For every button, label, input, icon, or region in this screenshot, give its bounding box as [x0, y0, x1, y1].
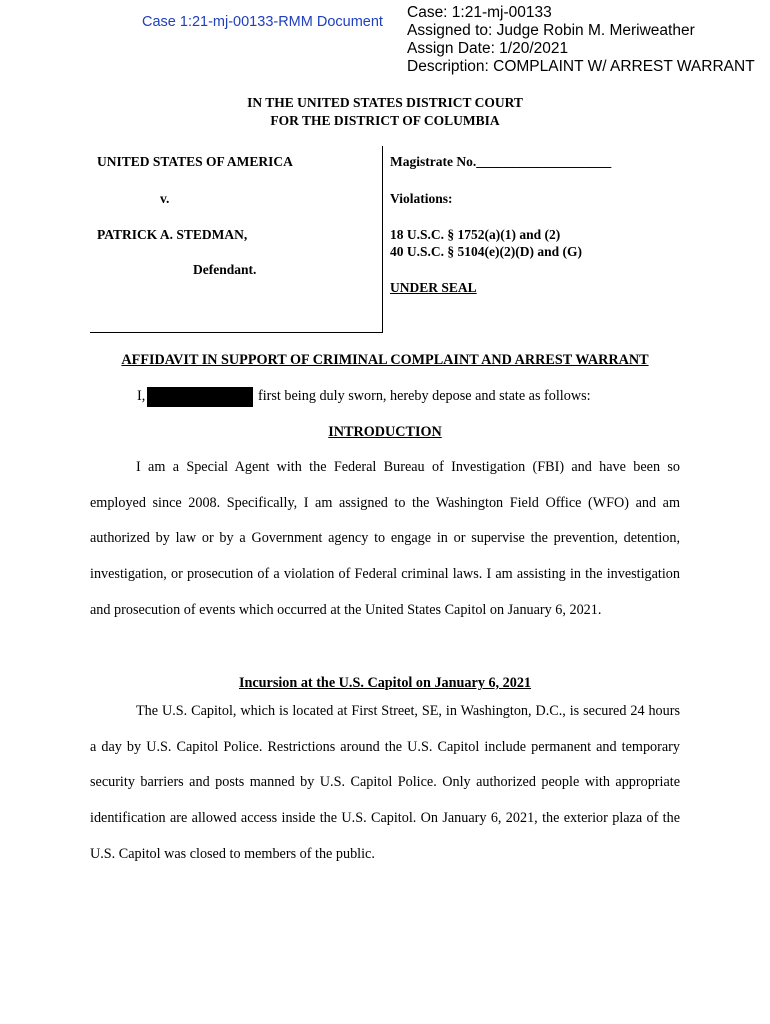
incursion-text: The U.S. Capitol, which is located at First Street, SE, in Washington, D.C., is secured 24 hours a day by U.S. Capitol Police. Restrictions around the U.S. Capitol include permanent and temporary security barriers and posts manned by U.S. Capitol Police. Only authorized people with appropriate identification are allowed access inside the U.S. Capitol. On January 6, 2021, the exterior plaza of the U.S. Capitol was closed to members of the public. [90, 703, 680, 862]
caption-plaintiff: UNITED STATES OF AMERICA [97, 154, 293, 169]
ecf-case-stamp [407, 4, 755, 76]
court-line-1: IN THE UNITED STATES DISTRICT COURT [247, 95, 523, 110]
stamp-case-number: Case: 1:21-mj-00133 [407, 4, 552, 21]
introduction-paragraph [90, 450, 680, 629]
caption-divider-horizontal [90, 332, 383, 333]
ecf-case-header: Case 1:21-mj-00133-RMM Document [142, 14, 383, 30]
caption-violation-1: 18 U.S.C. § 1752(a)(1) and (2) [390, 227, 561, 242]
redaction-block [147, 387, 253, 407]
caption-magistrate-number: Magistrate No.____________________ [390, 154, 612, 169]
caption-versus: v. [160, 191, 170, 206]
incursion-heading: Incursion at the U.S. Capitol on January 6, 2021 [238, 675, 532, 691]
caption-defendant-name: PATRICK A. STEDMAN, [97, 227, 248, 242]
introduction-text: I am a Special Agent with the Federal Bureau of Investigation (FBI) and have been so employed since 2008. Specifically, I am assigned to the Washington Field Office (WFO) and am authorized by law or by a Government agency to engage in or supervise the prevention, detention, investigation, or prosecution of a violation of Federal criminal laws. I am assisting in the investigation and prosecution of events which occurred at the United States Capitol on January 6, 2021. [90, 459, 680, 618]
court-title [0, 94, 770, 130]
introduction-heading: INTRODUCTION [328, 424, 442, 440]
caption-under-seal: UNDER SEAL [390, 280, 477, 295]
caption-defendant-label: Defendant. [193, 262, 257, 277]
stamp-assign-date: Assign Date: 1/20/2021 [407, 40, 569, 57]
caption-violation-2: 40 U.S.C. § 5104(e)(2)(D) and (G) [390, 244, 582, 259]
oath-prefix: I, [137, 388, 146, 404]
oath-statement: first being duly sworn, hereby depose and state as follows: [258, 388, 591, 404]
affidavit-title: AFFIDAVIT IN SUPPORT OF CRIMINAL COMPLAINT AND ARREST WARRANT [121, 352, 649, 368]
caption-violations-label: Violations: [390, 191, 453, 206]
incursion-paragraph [90, 694, 680, 873]
caption-divider-vertical [382, 146, 383, 333]
stamp-assigned-judge: Assigned to: Judge Robin M. Meriweather [407, 22, 695, 39]
court-line-2: FOR THE DISTRICT OF COLUMBIA [270, 113, 500, 128]
stamp-description: Description: COMPLAINT W/ ARREST WARRANT [407, 58, 755, 75]
